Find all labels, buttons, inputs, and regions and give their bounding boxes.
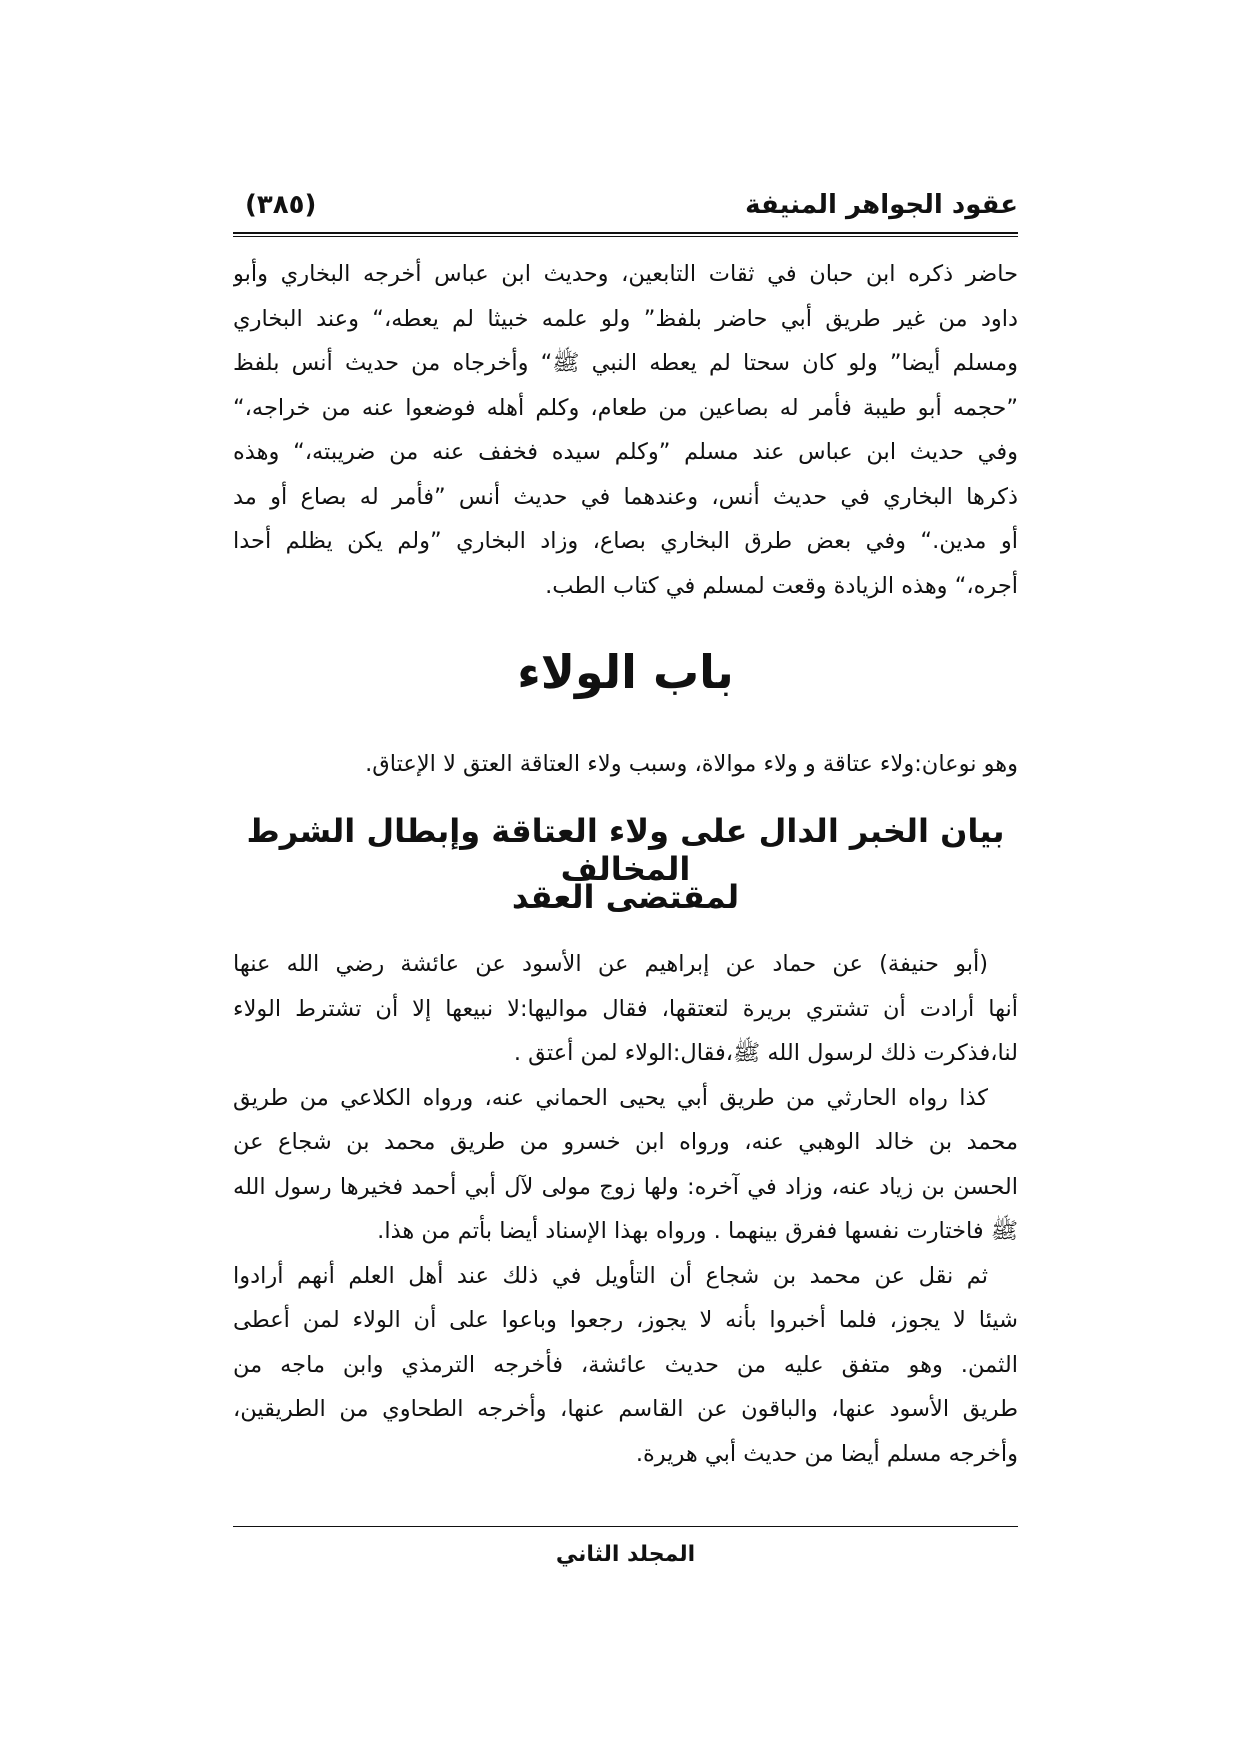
page-header [233, 190, 1018, 230]
book-title: عقود الجواهر المنيفة [745, 190, 1018, 220]
text-line: كذا رواه الحارثي من طريق أبي يحيى الحماني عنه، ورواه الكلاعي من طريق [233, 1084, 988, 1111]
text-line: ﷺ فاختارت نفسها ففرق بينهما . ورواه بهذا الإسناد أيضا بأتم من هذا. [377, 1218, 1018, 1244]
footer-rule [233, 1526, 1018, 1527]
text-line: شيئا لا يجوز، فلما أخبروا بأنه لا يجوز، رجعوا وباعوا على أن الولاء لمن أعطى [233, 1307, 1018, 1333]
page-number: (٣٨٥) [245, 190, 317, 220]
text-line: ومسلم أيضا” ولو كان سحتا لم يعطه النبي ﷺ“ وأخرجاه من حديث أنس بلفظ [233, 350, 1018, 376]
text-line: ”حجمه أبو طيبة فأمر له بصاعين من طعام، وكلم أهله فوضعوا عنه من خراجه،“ [233, 394, 1018, 421]
paragraph-hadith [233, 942, 1018, 1476]
text-line: أجره،“ وهذه الزيادة وقعت لمسلم في كتاب الطب. [545, 572, 1018, 599]
paragraph-continued [233, 252, 1018, 608]
chapter-title: باب الولاء [517, 645, 734, 699]
header-double-rule [233, 232, 1018, 237]
text-line: داود من غير طريق أبي حاضر بلفظ” ولو علمه خبيثا لم يعطه،“ وعند البخاري [233, 305, 1018, 332]
section-heading-line-1: بيان الخبر الدال على ولاء العتاقة وإبطال الشرط المخالف [246, 812, 1005, 888]
text-line: طريق الأسود عنها، والباقون عن القاسم عنها، وأخرجه الطحاوي من الطريقين، [233, 1396, 1018, 1422]
text-line: محمد بن خالد الوهبي عنه، ورواه ابن خسرو من طريق محمد بن شجاع عن [233, 1129, 1018, 1155]
text-line: ثم نقل عن محمد بن شجاع أن التأويل في ذلك عند أهل العلم أنهم أرادوا [233, 1262, 988, 1289]
text-line: وفي حديث ابن عباس عند مسلم ”وكلم سيده فخفف عنه من ضريبته،“ وهذه [233, 439, 1018, 465]
section-heading-line-2: لمقتضى العقد [511, 878, 740, 916]
text-line: (أبو حنيفة) عن حماد عن إبراهيم عن الأسود عن عائشة رضي الله عنها [233, 951, 988, 977]
volume-label: المجلد الثاني [555, 1542, 696, 1567]
text-line: وأخرجه مسلم أيضا من حديث أبي هريرة. [635, 1440, 1018, 1467]
chapter-intro: وهو نوعان:ولاء عتاقة و ولاء موالاة، وسبب ولاء العتاقة العتق لا الإعتاق. [365, 751, 1018, 777]
text-line: الثمن. وهو متفق عليه من حديث عائشة، فأخرجه الترمذي وابن ماجه من [233, 1351, 1018, 1378]
text-line: ذكرها البخاري في حديث أنس، وعندهما في حديث أنس ”فأمر له بصاع أو مد [233, 483, 1018, 510]
text-line: أنها أرادت أن تشتري بريرة لتعتقها، فقال مواليها:لا نبيعها إلا أن تشترط الولاء [233, 995, 1018, 1022]
text-line: الحسن بن زياد عنه، وزاد في آخره: ولها زوج مولى لآل أبي أحمد فخيرها رسول الله [233, 1173, 1018, 1200]
text-line: أو مدين.“ وفي بعض طرق البخاري بصاع، وزاد البخاري ”ولم يكن يظلم أحدا [233, 528, 1018, 554]
text-line: حاضر ذكره ابن حبان في ثقات التابعين، وحديث ابن عباس أخرجه البخاري وأبو [233, 261, 1018, 287]
text-line: لنا،فذكرت ذلك لرسول الله ﷺ،فقال:الولاء لمن أعتق . [513, 1040, 1018, 1066]
